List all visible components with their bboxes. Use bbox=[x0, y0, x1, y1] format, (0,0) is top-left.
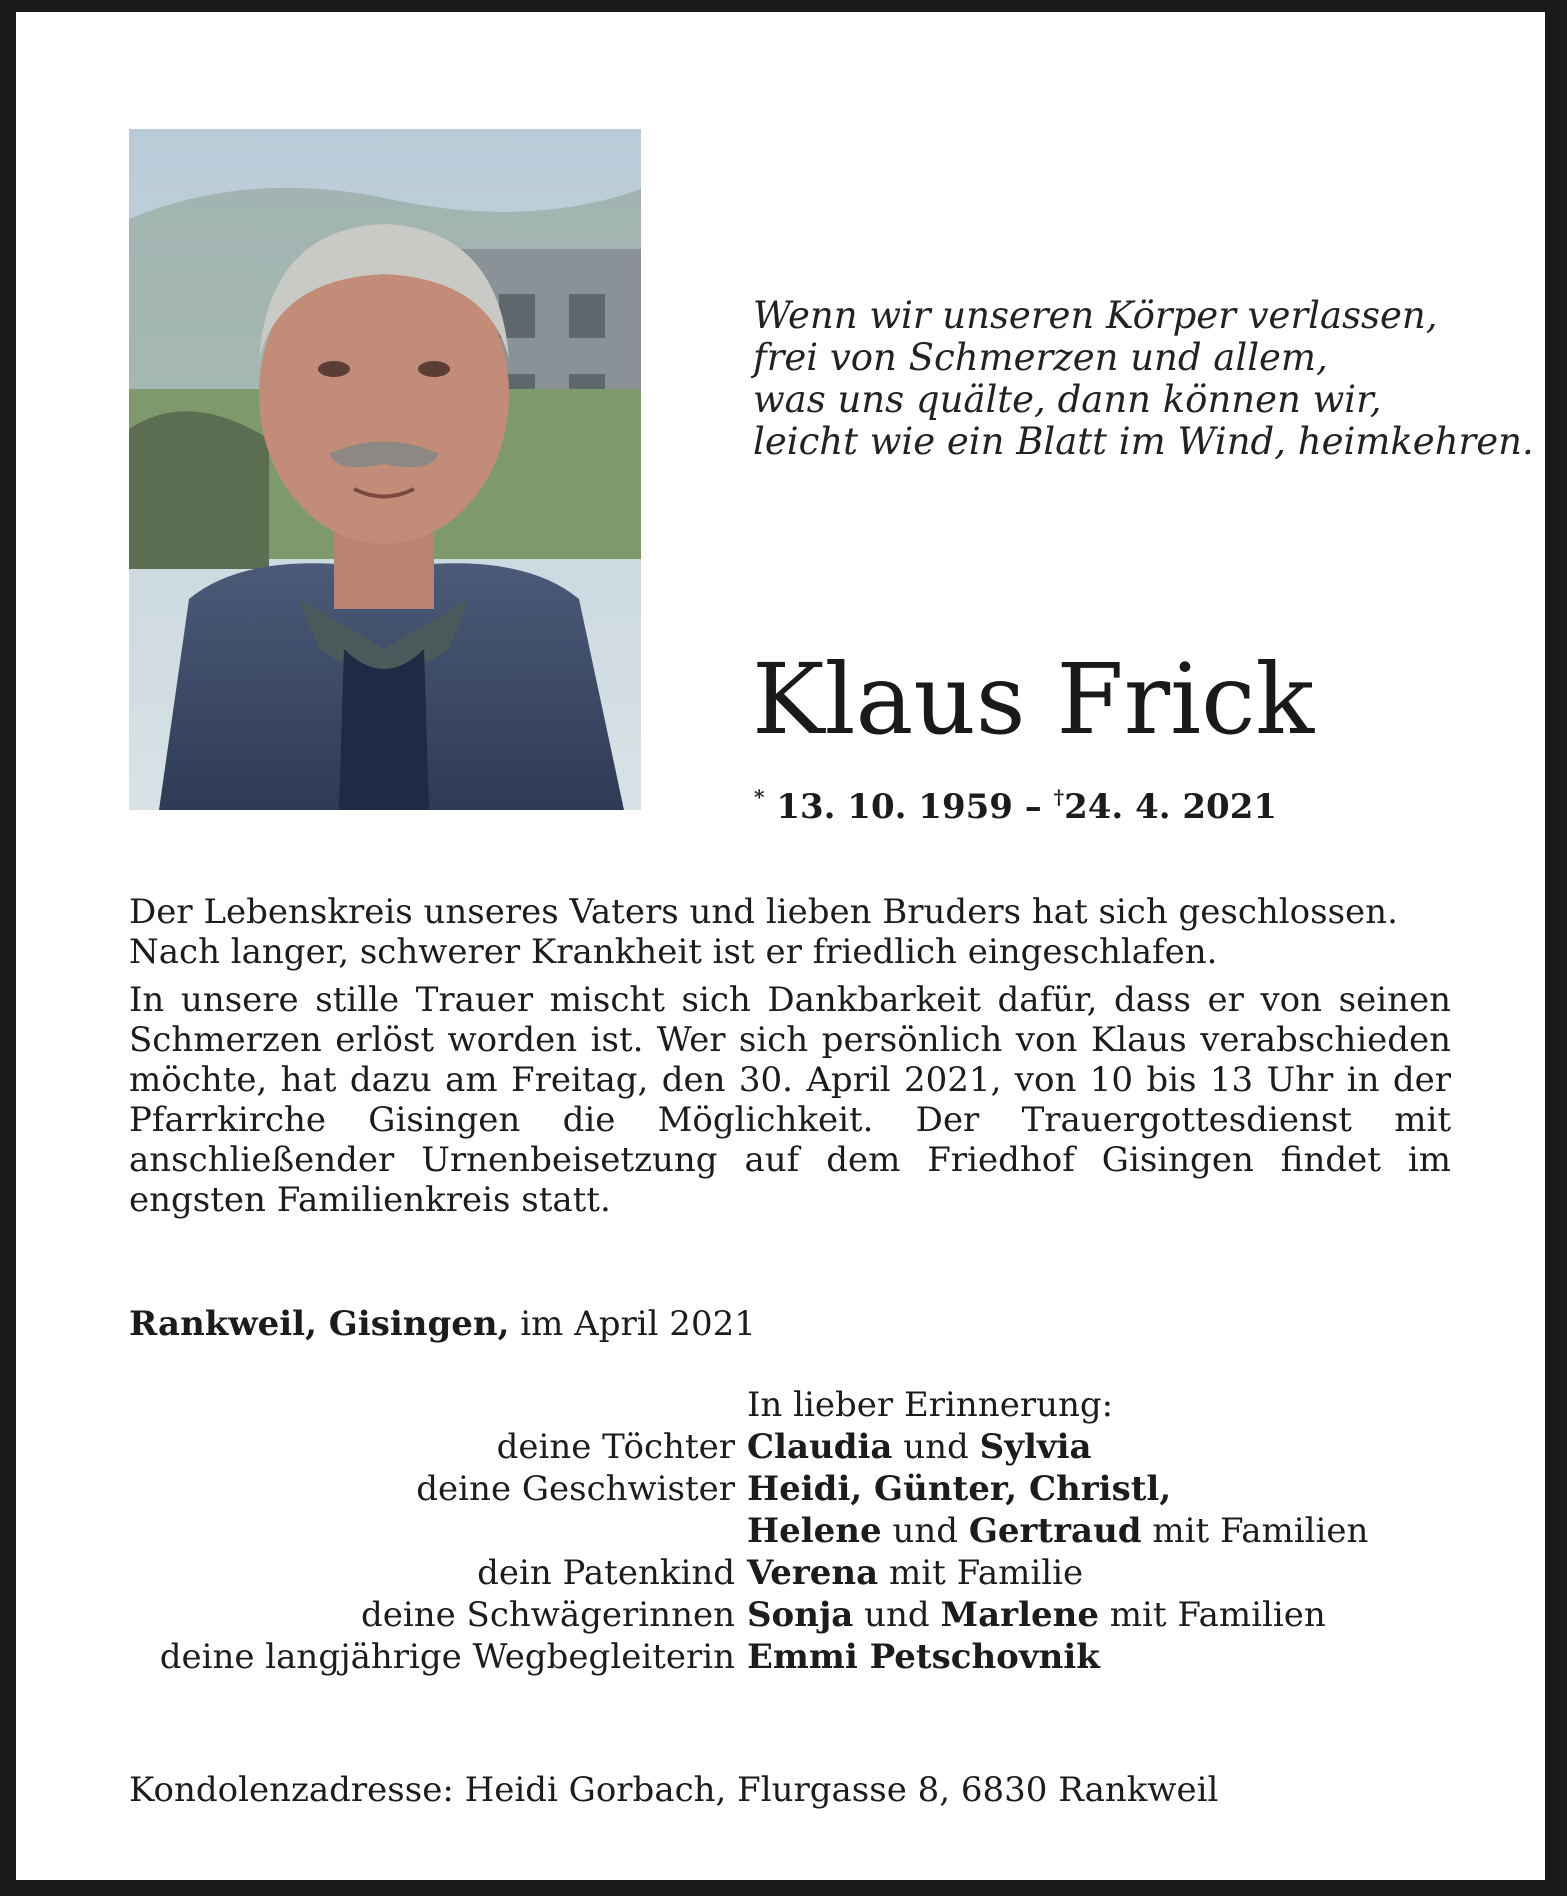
place-names: Rankweil, Gisingen, bbox=[129, 1304, 510, 1344]
portrait-image bbox=[129, 129, 641, 810]
condolence-address: Kondolenzadresse: Heidi Gorbach, Flurgasse 8, 6830 Rankweil bbox=[129, 1770, 1219, 1810]
mourner-relation: deine langjährige Wegbegleiterin bbox=[159, 1637, 735, 1677]
mourner-row bbox=[129, 1594, 1559, 1636]
mourner-connector: und bbox=[853, 1595, 941, 1635]
mourner-names bbox=[747, 1468, 1171, 1510]
memorial-quote bbox=[753, 295, 1533, 463]
birth-symbol: * bbox=[754, 785, 765, 809]
death-date: 24. 4. 2021 bbox=[1064, 787, 1278, 827]
mourners-intro: In lieber Erinnerung: bbox=[747, 1385, 1114, 1425]
mourner-names bbox=[747, 1552, 1083, 1594]
obituary-text bbox=[129, 892, 1451, 1228]
mourner-relation: deine Schwägerinnen bbox=[360, 1595, 735, 1635]
obituary-page bbox=[16, 12, 1545, 1880]
body-paragraph: In unsere stille Trauer mischt sich Dankbarkeit dafür, dass er von seinen Schmerzen erlöst worden ist. Wer sich persönlich von Klaus verabschieden möchte, hat dazu am Freitag, den 30. April 2021, von 10 bis 13 Uhr in der Pfarrkirche Gisingen die Möglichkeit. Der Trauergottesdienst mit anschließender Urnenbeisetzung auf dem Friedhof Gisingen findet im engsten Familienkreis statt. bbox=[129, 980, 1451, 1220]
mourner-name: Emmi Petschovnik bbox=[747, 1637, 1100, 1677]
mourner-names bbox=[747, 1426, 1092, 1468]
mourner-connector: mit Familie bbox=[878, 1553, 1084, 1593]
mourner-name: Sonja bbox=[747, 1595, 854, 1635]
body-intro bbox=[129, 892, 1451, 972]
mourner-names bbox=[747, 1636, 1100, 1678]
death-symbol: † bbox=[1053, 785, 1065, 809]
mourner-connector: mit Familien bbox=[1141, 1511, 1369, 1551]
mourner-names bbox=[747, 1594, 1326, 1636]
mourners-intro-row bbox=[129, 1384, 1559, 1426]
body-line: Der Lebenskreis unseres Vaters und lieben Bruders hat sich geschlossen. bbox=[129, 892, 1398, 932]
mourner-connector: und bbox=[881, 1511, 969, 1551]
quote-line: Wenn wir unseren Körper verlassen, bbox=[753, 294, 1438, 337]
deceased-name: Klaus Frick bbox=[752, 643, 1315, 756]
mourner-name: Gertraud bbox=[968, 1511, 1142, 1551]
mourner-name: Marlene bbox=[940, 1595, 1099, 1635]
life-dates bbox=[754, 785, 1277, 827]
place-date-line bbox=[129, 1304, 756, 1344]
mourner-connector: und bbox=[892, 1427, 980, 1467]
mourner-name: Verena bbox=[747, 1553, 879, 1593]
body-line: Nach langer, schwerer Krankheit ist er friedlich eingeschlafen. bbox=[129, 932, 1218, 972]
mourner-relation: deine Geschwister bbox=[416, 1469, 735, 1509]
mourner-row bbox=[129, 1636, 1559, 1678]
mourner-row bbox=[129, 1468, 1559, 1510]
mourner-name: Helene bbox=[747, 1511, 882, 1551]
portrait-photo bbox=[129, 129, 641, 810]
mourner-connector: mit Familien bbox=[1098, 1595, 1326, 1635]
mourner-name: Heidi, Günter, Christl, bbox=[747, 1469, 1172, 1509]
mourner-relation: dein Patenkind bbox=[477, 1553, 735, 1593]
mourner-relation: deine Töchter bbox=[496, 1427, 735, 1467]
mourner-row bbox=[129, 1510, 1559, 1552]
quote-line: frei von Schmerzen und allem, bbox=[753, 336, 1328, 379]
mourner-names bbox=[747, 1510, 1368, 1552]
mourner-relation bbox=[129, 1510, 747, 1552]
quote-line: leicht wie ein Blatt im Wind, heimkehren. bbox=[753, 420, 1534, 463]
mourner-row bbox=[129, 1552, 1559, 1594]
mourner-row bbox=[129, 1426, 1559, 1468]
birth-date: 13. 10. 1959 bbox=[776, 787, 1013, 827]
quote-line: was uns quälte, dann können wir, bbox=[753, 378, 1382, 421]
mourner-relation bbox=[129, 1384, 747, 1426]
mourner-name: Claudia bbox=[747, 1427, 893, 1467]
mourners-list bbox=[129, 1384, 1559, 1678]
date-separator: – bbox=[1024, 787, 1042, 827]
mourner-name: Sylvia bbox=[979, 1427, 1092, 1467]
place-date: im April 2021 bbox=[509, 1304, 756, 1344]
